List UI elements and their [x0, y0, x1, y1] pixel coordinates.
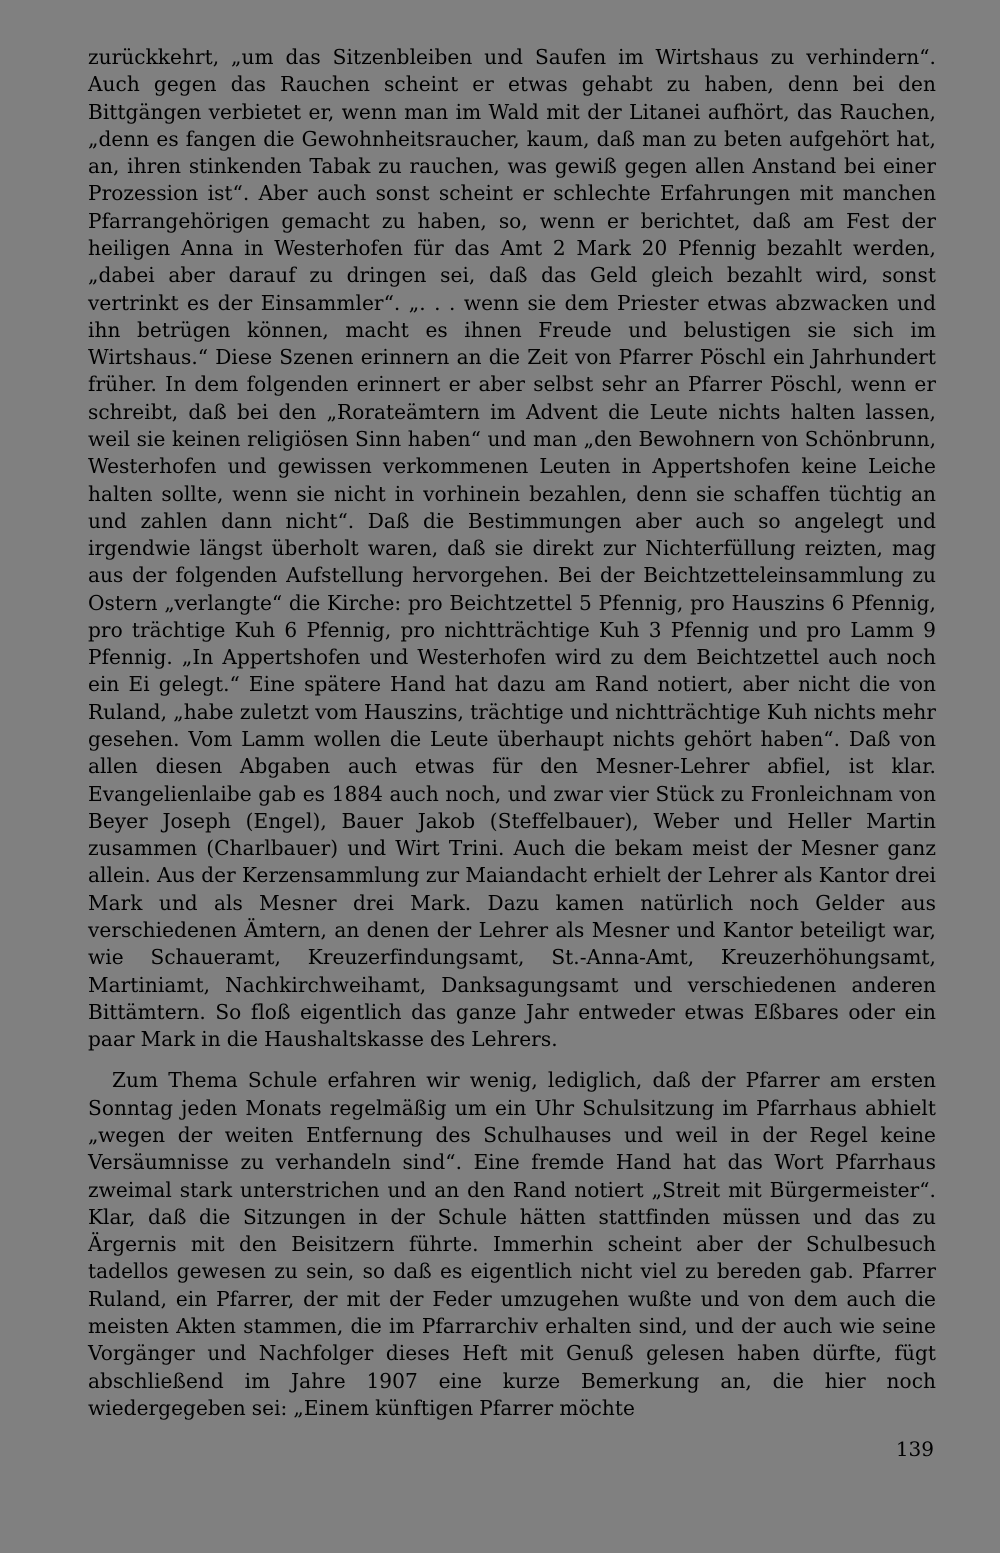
body-text: [88, 44, 936, 1422]
page-number: 139: [895, 1437, 934, 1461]
paragraph-2: Zum Thema Schule erfahren wir wenig, lediglich, daß der Pfarrer am ersten Sonntag jeden Monats regelmäßig um ein Uhr Schulsitzung im Pfarrhaus abhielt „wegen der weiten Entfernung des Schulhauses und weil in der Regel keine Versäumnisse zu verhandeln sind“. Eine fremde Hand hat das Wort Pfarrhaus zweimal stark unterstrichen und an den Rand notiert „Streit mit Bürgermeister“. Klar, daß die Sitzungen in der Schule hätten stattfinden müssen und das zu Ärgernis mit den Beisitzern führte. Immerhin scheint aber der Schulbesuch tadellos gewesen zu sein, so daß es eigentlich nicht viel zu bereden gab. Pfarrer Ruland, ein Pfarrer, der mit der Feder umzugehen wußte und von dem auch die meisten Akten stammen, die im Pfarrarchiv erhalten sind, und der auch wie seine Vorgänger und Nachfolger dieses Heft mit Genuß gelesen haben dürfte, fügt abschließend im Jahre 1907 eine kurze Bemerkung an, die hier noch wiedergegeben sei: „Einem künftigen Pfarrer möchte: [88, 1068, 936, 1420]
paragraph-1: zurückkehrt, „um das Sitzenbleiben und Saufen im Wirtshaus zu verhindern“. Auch gegen das Rauchen scheint er etwas gehabt zu haben, denn bei den Bittgängen verbietet er, wenn man im Wald mit der Litanei aufhört, das Rauchen, „denn es fangen die Gewohnheitsraucher, kaum, daß man zu beten aufgehört hat, an, ihren stinkenden Tabak zu rauchen, was gewiß gegen allen Anstand bei einer Prozession ist“. Aber auch sonst scheint er schlechte Erfahrungen mit manchen Pfarrangehörigen gemacht zu haben, so, wenn er berichtet, daß am Fest der heiligen Anna in Westerhofen für das Amt 2 Mark 20 Pfennig bezahlt werden, „dabei aber darauf zu dringen sei, daß das Geld gleich bezahlt wird, sonst vertrinkt es der Einsammler“. „. . . wenn sie dem Priester etwas abzwacken und ihn betrügen können, macht es ihnen Freude und belustigen sie sich im Wirtshaus.“ Diese Szenen erinnern an die Zeit von Pfarrer Pöschl ein Jahrhundert früher. In dem folgenden erinnert er aber selbst sehr an Pfarrer Pöschl, wenn er schreibt, daß bei den „Rorateämtern im Advent die Leute nichts halten lassen, weil sie keinen religiösen Sinn haben“ und man „den Bewohnern von Schönbrunn, Westerhofen und gewissen verkommenen Leuten in Appertshofen keine Leiche halten sollte, wenn sie nicht in vorhinein bezahlen, denn sie schaffen tüchtig an und zahlen dann nicht“. Daß die Bestimmungen aber auch so angelegt und irgendwie längst überholt waren, daß sie direkt zur Nichterfüllung reizten, mag aus der folgenden Aufstellung hervorgehen. Bei der Beichtzetteleinsammlung zu Ostern „verlangte“ die Kirche: pro Beichtzettel 5 Pfennig, pro Hauszins 6 Pfennig, pro trächtige Kuh 6 Pfennig, pro nichtträchtige Kuh 3 Pfennig und pro Lamm 9 Pfennig. „In Appertshofen und Westerhofen wird zu dem Beichtzettel auch noch ein Ei gelegt.“ Eine spätere Hand hat dazu am Rand notiert, aber nicht die von Ruland, „habe zuletzt vom Hauszins, trächtige und nichtträchtige Kuh nichts mehr gesehen. Vom Lamm wollen die Leute überhaupt nichts gehört haben“. Daß von allen diesen Abgaben auch etwas für den Mesner-Lehrer abfiel, ist klar. Evangelienlaibe gab es 1884 auch noch, und zwar vier Stück zu Fronleichnam von Beyer Joseph (Engel), Bauer Jakob (Steffelbauer), Weber und Heller Martin zusammen (Charlbauer) und Wirt Trini. Auch die bekam meist der Mesner ganz allein. Aus der Kerzensammlung zur Maiandacht erhielt der Lehrer als Kantor drei Mark und als Mesner drei Mark. Dazu kamen natürlich noch Gelder aus verschiedenen Ämtern, an denen der Lehrer als Mesner und Kantor beteiligt war, wie Schaueramt, Kreuzerfindungsamt, St.-Anna-Amt, Kreuzerhöhungsamt, Martiniamt, Nachkirchweihamt, Danksagungsamt und verschiedenen anderen Bittämtern. So floß eigentlich das ganze Jahr entweder etwas Eßbares oder ein paar Mark in die Haushaltskasse des Lehrers.: [88, 45, 936, 1052]
